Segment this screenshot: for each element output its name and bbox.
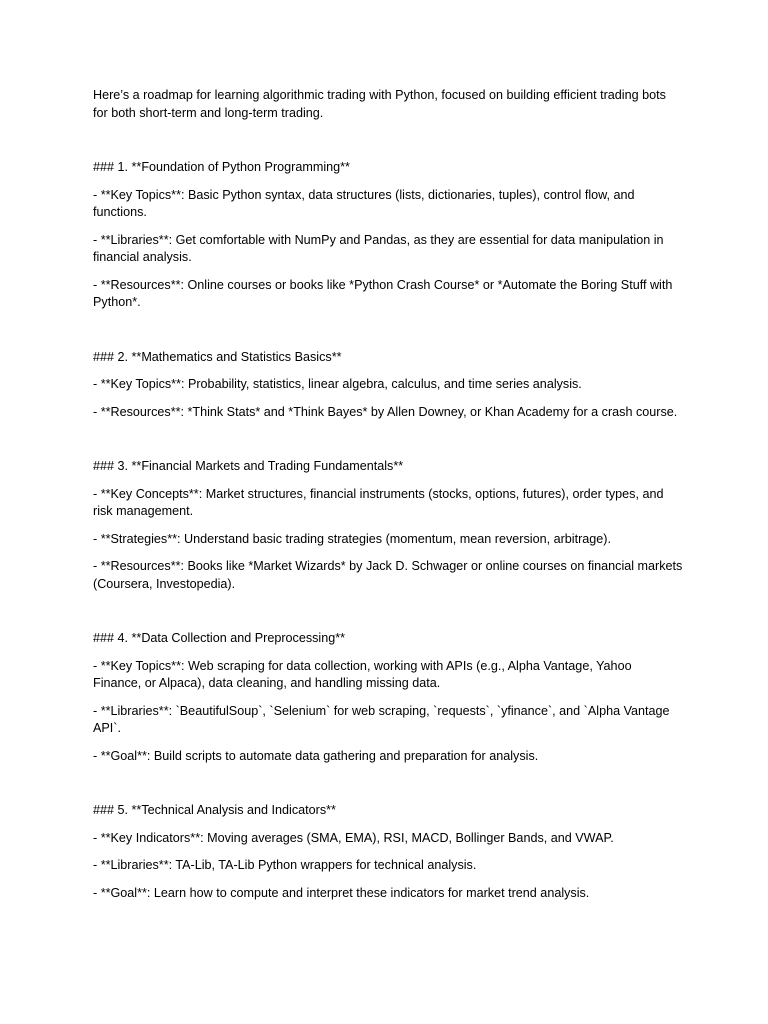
section-financial-markets (93, 458, 683, 593)
section-heading: ### 1. **Foundation of Python Programming** (93, 160, 350, 174)
bullet-item: - **Key Topics**: Basic Python syntax, data structures (lists, dictionaries, tuples), control flow, and functions. (93, 187, 635, 219)
section-heading: ### 5. **Technical Analysis and Indicators** (93, 803, 336, 817)
bullet-item: - **Resources**: *Think Stats* and *Think Bayes* by Allen Downey, or Khan Academy for a crash course. (93, 404, 678, 419)
bullet-item: - **Libraries**: TA-Lib, TA-Lib Python wrappers for technical analysis. (93, 858, 477, 872)
bullet-item: - **Resources**: Books like *Market Wizards* by Jack D. Schwager or online courses on financial markets (Coursera, Investopedia). (93, 559, 683, 591)
document-page (93, 87, 683, 939)
section-heading: ### 3. **Financial Markets and Trading Fundamentals** (93, 459, 404, 473)
section-math-statistics (93, 349, 683, 422)
section-heading: ### 2. **Mathematics and Statistics Basics** (93, 349, 342, 364)
bullet-item: - **Libraries**: Get comfortable with NumPy and Pandas, as they are essential for data manipulation in financial analysis. (93, 232, 664, 264)
section-heading: ### 4. **Data Collection and Preprocessing** (93, 631, 346, 645)
section-data-collection (93, 630, 683, 765)
bullet-item: - **Key Concepts**: Market structures, financial instruments (stocks, options, futures), order types, and risk management. (93, 486, 664, 518)
bullet-item: - **Strategies**: Understand basic trading strategies (momentum, mean reversion, arbitrage). (93, 531, 611, 546)
section-python-foundation (93, 159, 683, 312)
bullet-item: - **Key Indicators**: Moving averages (SMA, EMA), RSI, MACD, Bollinger Bands, and VWAP. (93, 830, 614, 845)
bullet-item: - **Libraries**: `BeautifulSoup`, `Selenium` for web scraping, `requests`, `yfinance`, and `Alpha Vantage API`. (93, 703, 670, 735)
bullet-item: - **Key Topics**: Probability, statistics, linear algebra, calculus, and time series analysis. (93, 377, 582, 391)
bullet-item: - **Key Topics**: Web scraping for data collection, working with APIs (e.g., Alpha Vantage, Yahoo Finance, or Alpaca), data cleaning, and handling missing data. (93, 658, 632, 690)
bullet-item: - **Resources**: Online courses or books like *Python Crash Course* or *Automate the Boring Stuff with Python*. (93, 277, 673, 309)
bullet-item: - **Goal**: Learn how to compute and interpret these indicators for market trend analysis. (93, 885, 590, 900)
bullet-item: - **Goal**: Build scripts to automate data gathering and preparation for analysis. (93, 748, 539, 763)
section-technical-analysis (93, 802, 683, 902)
intro-paragraph: Here’s a roadmap for learning algorithmic trading with Python, focused on building efficient trading bots for both short-term and long-term trading. (93, 88, 666, 120)
